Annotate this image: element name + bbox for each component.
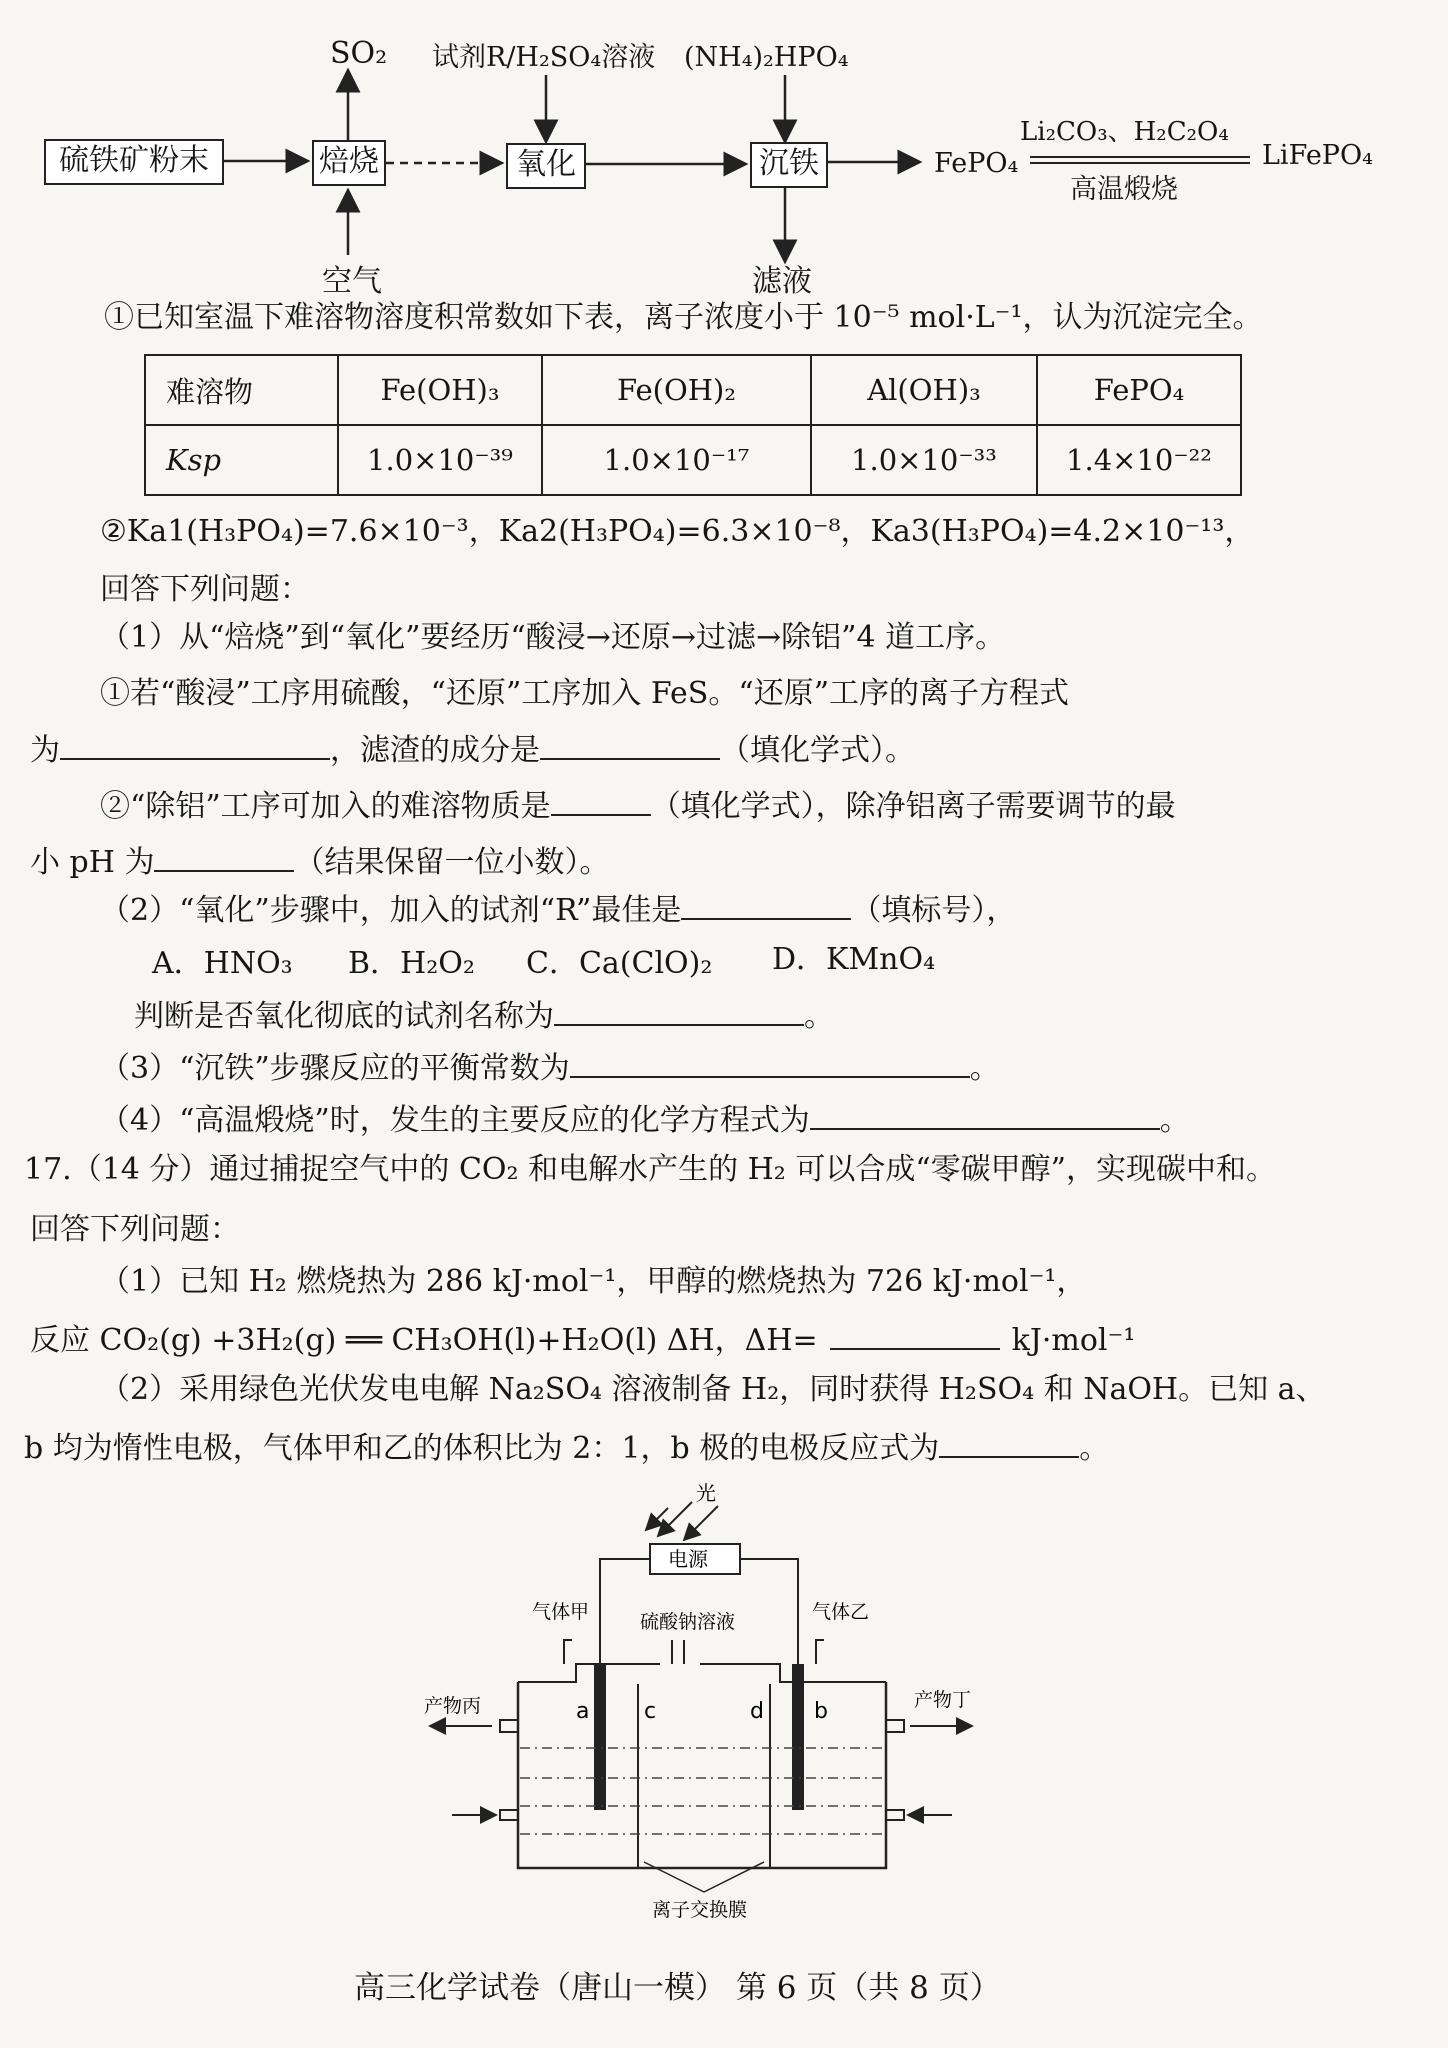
text: 。: [804, 999, 834, 1034]
electrode-b: b: [814, 1699, 828, 1724]
answer-blank[interactable]: [570, 1048, 970, 1078]
q2-line1: [100, 890, 1016, 931]
table-row: [145, 355, 1241, 425]
table-row: [145, 425, 1241, 495]
note-1: ①已知室温下难溶物溶度积常数如下表，离子浓度小于 10⁻⁵ mol·L⁻¹，认为沉淀完全。: [104, 300, 1263, 335]
text: 。: [969, 1051, 1000, 1086]
answer-blank[interactable]: [154, 842, 294, 872]
flow-fepo4: FePO₄: [934, 148, 1019, 179]
text: （4）“高温煅烧”时，发生的主要反应的化学方程式为: [100, 1103, 810, 1138]
table-cell: Al(OH)₃: [811, 355, 1037, 425]
table-cell: Fe(OH)₃: [338, 355, 542, 425]
flow-box-oxidize: 氧化: [506, 143, 586, 189]
text: 。: [1159, 1103, 1190, 1138]
answer-blank[interactable]: [939, 1428, 1079, 1458]
answer-blank[interactable]: [554, 996, 804, 1026]
text: b 均为惰性电极，气体甲和乙的体积比为 2：1，b 极的电极反应式为: [24, 1431, 940, 1466]
q3-line: [100, 1048, 1000, 1089]
membrane-c: c: [644, 1699, 657, 1724]
answer-blank[interactable]: [830, 1320, 1000, 1350]
text: 。: [1079, 1431, 1110, 1466]
product-c-label: 产物丙: [424, 1695, 482, 1717]
text: kJ·mol⁻¹: [1011, 1323, 1136, 1358]
table-cell: Ksp: [145, 425, 338, 495]
table-cell: FePO₄: [1037, 355, 1241, 425]
option-b: B．H₂O₂: [348, 946, 475, 981]
q17-1-line2: [30, 1320, 1135, 1361]
solution-label: 硫酸钠溶液: [640, 1611, 736, 1633]
table-cell: 难溶物: [145, 355, 338, 425]
text: （填标号），: [851, 893, 1017, 928]
product-d-label: 产物丁: [914, 1689, 972, 1711]
q17-1-line1: （1）已知 H₂ 燃烧热为 286 kJ·mol⁻¹，甲醇的燃烧热为 726 kJ·mol⁻¹，: [100, 1264, 1087, 1299]
q17-2-line1: （2）采用绿色光伏发电电解 Na₂SO₄ 溶液制备 H₂，同时获得 H₂SO₄ 和 NaOH。已知 a、: [100, 1372, 1326, 1407]
q4-line: [100, 1100, 1190, 1141]
text: ，滤渣的成分是: [330, 733, 540, 768]
gas-a-label: 气体甲: [532, 1601, 590, 1623]
answer-prompt: 回答下列问题：: [100, 572, 310, 607]
q1-2-line1: [100, 786, 1176, 827]
q17-prompt: 回答下列问题：: [30, 1212, 240, 1247]
text: （3）“沉铁”步骤反应的平衡常数为: [100, 1051, 570, 1086]
q1-1-line2: [30, 730, 915, 771]
q1-1-text: ①若“酸浸”工序用硫酸，“还原”工序加入 FeS。“还原”工序的离子方程式: [100, 676, 1070, 711]
flow-box-roast: 焙烧: [312, 140, 386, 186]
text: 小 pH 为: [30, 845, 155, 880]
flow-arrow-reagents: Li₂CO₃、H₂C₂O₄: [1020, 117, 1229, 147]
text: 为: [30, 733, 60, 768]
electrode-a: a: [576, 1699, 590, 1724]
option-a: A．HNO₃: [152, 946, 293, 981]
table-cell: 1.0×10⁻³³: [811, 425, 1037, 495]
flow-reagent: 试剂R/H₂SO₄溶液: [432, 42, 656, 73]
ksp-table: [144, 354, 1242, 496]
answer-blank[interactable]: [551, 786, 651, 816]
text: ②“除铝”工序可加入的难溶物质是: [100, 789, 551, 824]
text: （填化学式），除净铝离子需要调节的最: [650, 789, 1176, 824]
answer-blank[interactable]: [540, 730, 720, 760]
option-c: C．Ca(ClO)₂: [526, 946, 713, 981]
answer-blank[interactable]: [681, 890, 851, 920]
text: 反应 CO₂(g) +3H₂(g) ══ CH₃OH(l)+H₂O(l) ΔH，ΔH=: [30, 1323, 818, 1358]
gas-b-label: 气体乙: [812, 1601, 870, 1623]
q1-text: （1）从“焙烧”到“氧化”要经历“酸浸→还原→过滤→除铝”4 道工序。: [100, 620, 1006, 655]
light-label: 光: [696, 1481, 716, 1505]
flow-nh4: (NH₄)₂HPO₄: [684, 42, 849, 73]
table-cell: 1.0×10⁻¹⁷: [542, 425, 811, 495]
table-cell: 1.0×10⁻³⁹: [338, 425, 542, 495]
page-footer: 高三化学试卷（唐山一模） 第 6 页（共 8 页）: [354, 1970, 1001, 2006]
flow-filtrate: 滤液: [752, 264, 812, 299]
electrolysis-diagram: [400, 1480, 1020, 1920]
note-2: ②Ka1(H₃PO₄)=7.6×10⁻³，Ka2(H₃PO₄)=6.3×10⁻⁸，Ka3(H₃PO₄)=4.2×10⁻¹³，: [100, 514, 1255, 549]
option-d: D．KMnO₄: [772, 942, 936, 977]
flow-box-precip: 沉铁: [750, 142, 828, 188]
flow-so2: SO₂: [330, 36, 388, 71]
answer-blank[interactable]: [810, 1100, 1160, 1130]
text: （结果保留一位小数）。: [294, 845, 610, 880]
text: 判断是否氧化彻底的试剂名称为: [134, 999, 554, 1034]
power-label: 电源: [668, 1547, 708, 1571]
membrane-label: 离子交换膜: [652, 1899, 748, 1920]
q1-2-line2: [30, 842, 609, 883]
flow-arrow-condition: 高温煅烧: [1070, 174, 1178, 205]
membrane-d: d: [750, 1699, 764, 1724]
flow-box-start: 硫铁矿粉末: [44, 139, 224, 185]
text: （填化学式）。: [720, 733, 915, 768]
text: （2）“氧化”步骤中，加入的试剂“R”最佳是: [100, 893, 682, 928]
table-cell: 1.4×10⁻²²: [1037, 425, 1241, 495]
flow-product: LiFePO₄: [1262, 140, 1373, 171]
table-cell: Fe(OH)₂: [542, 355, 811, 425]
flow-air: 空气: [322, 264, 382, 299]
answer-blank[interactable]: [60, 730, 330, 760]
q17-2-line2: [24, 1428, 1109, 1469]
q17-title: 17.（14 分）通过捕捉空气中的 CO₂ 和电解水产生的 H₂ 可以合成“零碳甲醇”，实现碳中和。: [24, 1152, 1277, 1187]
q2-line2: [134, 996, 834, 1037]
